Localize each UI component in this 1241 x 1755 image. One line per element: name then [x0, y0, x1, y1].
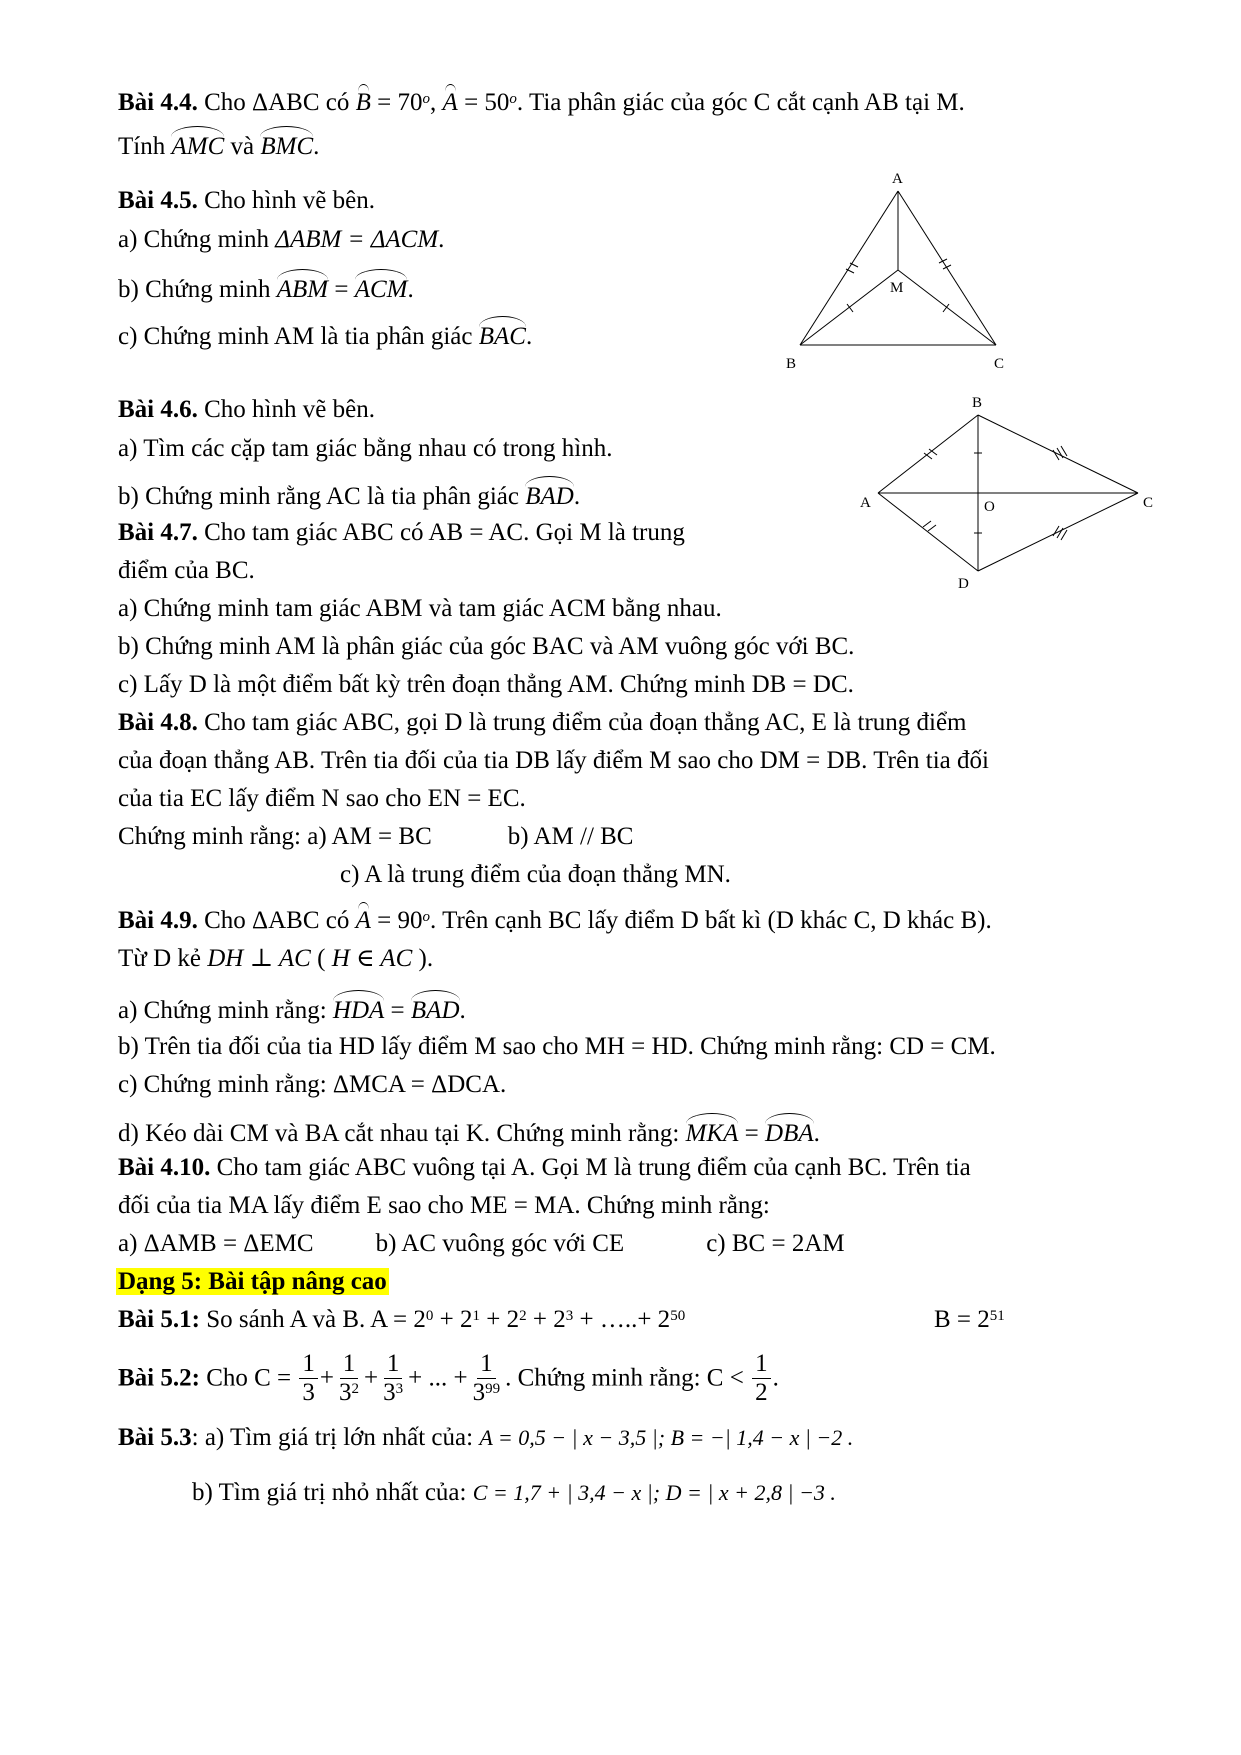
- b49-d: d) Kéo dài CM và BA cắt nhau tại K. Chứng minh rằng: MKA = DBA.: [118, 1115, 820, 1149]
- b49-c: c) Chứng minh rằng: ΔMCA = ΔDCA.: [118, 1071, 507, 1098]
- b53-a: Bài 5.3: a) Tìm giá trị lớn nhất của: A = 0,5 − | x − 3,5 |; B = −| 1,4 − x | −2 .: [118, 1424, 854, 1451]
- b47-line1: Bài 4.7. Cho tam giác ABC có AB = AC. Gọi M là trung: [118, 519, 685, 546]
- fig1-label-c: C: [994, 356, 1005, 372]
- fig2-label-a: A: [860, 495, 871, 511]
- b48-line4: Chứng minh rằng: a) AM = BC b) AM // BC: [118, 823, 634, 850]
- fig2-label-o: O: [984, 499, 995, 515]
- b45-title: Bài 4.5. Cho hình vẽ bên.: [118, 187, 375, 214]
- b410-line2: đối của tia MA lấy điểm E sao cho ME = MA. Chứng minh rằng:: [118, 1192, 770, 1219]
- b44-line2: Tính AMC và BMC.: [118, 128, 319, 162]
- fig2-label-b: B: [972, 395, 983, 411]
- b47-a: a) Chứng minh tam giác ABM và tam giác ACM bằng nhau.: [118, 595, 722, 622]
- b49-b: b) Trên tia đối của tia HD lấy điểm M sao cho MH = HD. Chứng minh rằng: CD = CM.: [118, 1033, 996, 1060]
- fig1-label-a: A: [892, 171, 903, 187]
- b49-line1: Bài 4.9. Cho ΔABC có $A = 90^o$. Trên cạnh BC lấy điểm D bất kì (D khác C, D khác B).: [118, 907, 992, 934]
- b46-b: b) Chứng minh rằng AC là tia phân giác BAD.: [118, 478, 580, 512]
- b47-b: b) Chứng minh AM là phân giác của góc BAC và AM vuông góc với BC.: [118, 633, 855, 660]
- b48-line5: c) A là trung điểm của đoạn thẳng MN.: [340, 861, 731, 888]
- b48-line1: Bài 4.8. Cho tam giác ABC, gọi D là trung điểm của đoạn thẳng AC, E là trung điểm: [118, 709, 967, 736]
- b51-b-value: $B = 2^{51}$: [934, 1306, 1005, 1333]
- b44-line1: Bài 4.4. Cho ΔABC có $B = 70^o$, $A = 50^o$. Tia phân giác của góc C cắt cạnh AB tại M.: [118, 89, 965, 116]
- b45-a: a) Chứng minh ΔABM = ΔACM.: [118, 226, 445, 253]
- b44-label: Bài 4.4.: [118, 89, 198, 116]
- b47-line2: điểm của BC.: [118, 557, 255, 584]
- b53-b: b) Tìm giá trị nhỏ nhất của: C = 1,7 + | 3,4 − x |; D = | x + 2,8 | −3 .: [192, 1479, 836, 1506]
- b46-a: a) Tìm các cặp tam giác bằng nhau có trong hình.: [118, 435, 613, 462]
- section-dang5-heading: Dạng 5: Bài tập nâng cao: [118, 1268, 387, 1295]
- fig2-label-c: C: [1143, 495, 1154, 511]
- b47-c: c) Lấy D là một điểm bất kỳ trên đoạn thẳng AM. Chứng minh DB = DC.: [118, 671, 854, 698]
- b410-parts: a) ΔAMB = ΔEMC b) AC vuông góc với CE c) BC = 2AM: [118, 1230, 845, 1257]
- fig2-label-d: D: [958, 576, 969, 592]
- b52-line: Bài 5.2: Cho C = $\frac{1}{3}$ + $\frac{1}{3^2}$ + $\frac{1}{3^3}$ + ... + $\frac{1}{3^{99}}$ . Chứng minh rằng: C < $\frac{1}{2}$ .: [118, 1350, 779, 1406]
- kite-figure-abcd: [860, 393, 1160, 603]
- b410-line1: Bài 4.10. Cho tam giác ABC vuông tại A. Gọi M là trung điểm của cạnh BC. Trên tia: [118, 1154, 971, 1181]
- b49-line2: Từ D kẻ DH ⊥ AC ( H ∈ AC ).: [118, 945, 434, 972]
- fig1-label-m: M: [890, 280, 904, 296]
- b51-line: Bài 5.1: So sánh A và B. $A = 2^0 + 2^1 + 2^2 + 2^3$ + …..+ $2^{50}$: [118, 1306, 686, 1333]
- b48-line2: của đoạn thẳng AB. Trên tia đối của tia DB lấy điểm M sao cho DM = DB. Trên tia đối: [118, 747, 989, 774]
- triangle-figure-abc-m: [780, 165, 1020, 375]
- b46-title: Bài 4.6. Cho hình vẽ bên.: [118, 396, 375, 423]
- b48-line3: của tia EC lấy điểm N sao cho EN = EC.: [118, 785, 526, 812]
- b45-c: c) Chứng minh AM là tia phân giác BAC.: [118, 318, 532, 352]
- fig1-label-b: B: [786, 356, 797, 372]
- b45-b: b) Chứng minh ABM = ACM.: [118, 271, 414, 305]
- b49-a: a) Chứng minh rằng: HDA = BAD.: [118, 992, 466, 1026]
